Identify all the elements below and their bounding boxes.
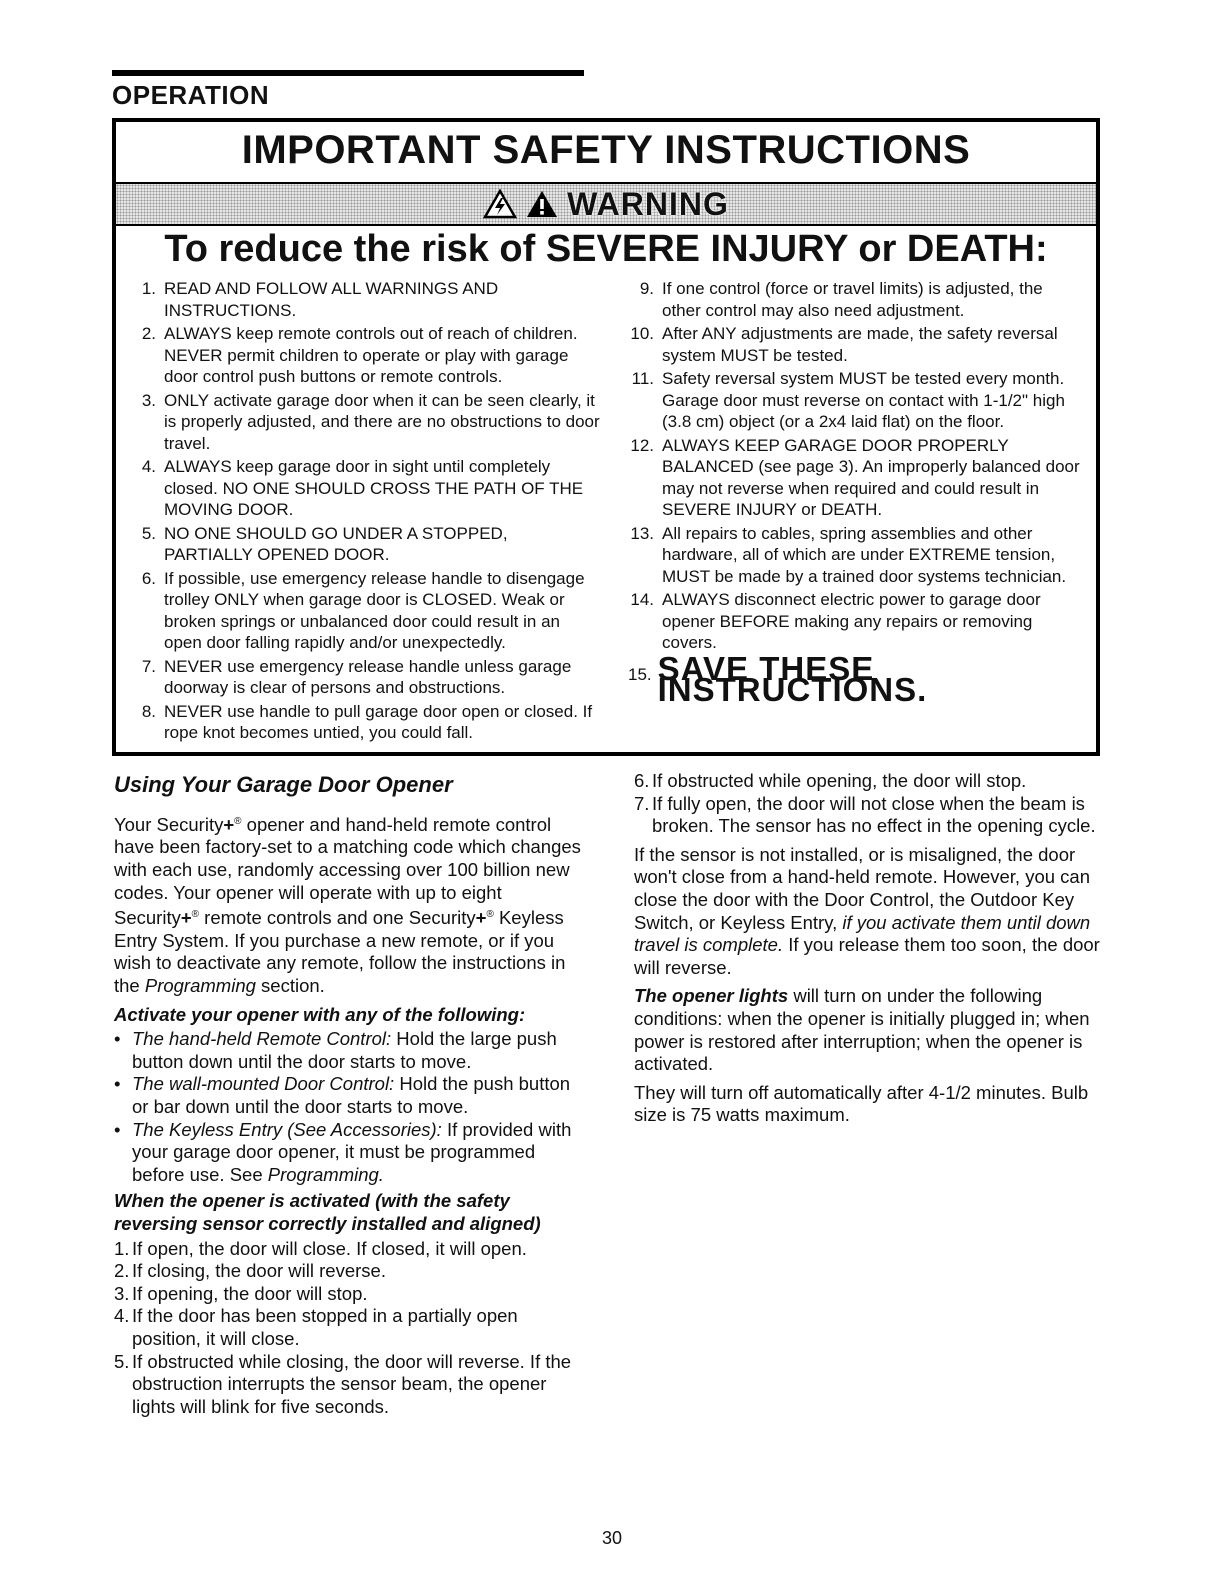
warning-item	[628, 368, 1086, 433]
warning-item-number: 1.	[141, 279, 156, 298]
using-opener-heading: Using Your Garage Door Opener	[114, 772, 453, 797]
warning-item-text: ALWAYS disconnect electric power to garage door opener BEFORE making any repairs or removing covers.	[662, 590, 1041, 652]
warning-item-number: 13.	[630, 523, 654, 543]
warning-label: WARNING	[567, 185, 729, 222]
page-number: 30	[601, 1528, 623, 1548]
warning-item-number: 5.	[141, 523, 156, 543]
electric-hazard-icon	[483, 189, 517, 219]
when-activated-heading: When the opener is activated (with the safety reversing sensor correctly installed and aligned)	[114, 1190, 541, 1234]
save-instructions-line	[628, 649, 1086, 708]
list-item: 7. If fully open, the door will not close when the beam is broken. The sensor has no effect in the opening cycle.	[634, 792, 1096, 837]
warning-item-number: 2.	[141, 324, 156, 343]
warning-item-text: ONLY activate garage door when it can be seen clearly, it is properly adjusted, and there are no obstructions to door travel.	[164, 390, 600, 453]
using-opener-left-column	[114, 770, 584, 1424]
warning-item-text: ALWAYS KEEP GARAGE DOOR PROPERLY BALANCED (see page 3). An improperly balanced door may not reverse when required and could result in SEVERE INJURY or DEATH.	[662, 435, 1080, 519]
using-opener-right-column	[634, 770, 1104, 1133]
warning-item-number: 8.	[141, 701, 156, 721]
lights-paragraph: The opener lights will turn on under the following conditions: when the opener is initially plugged in; when power is restored after interruption; when the opener is activated.	[634, 985, 1090, 1075]
section-title: OPERATION	[112, 80, 270, 110]
security-plus-mark: +®	[223, 813, 242, 835]
save-instructions-text: SAVE THESE INSTRUCTIONS.	[657, 649, 928, 708]
activation-method-list	[114, 1028, 584, 1186]
warning-item-number: 3.	[141, 390, 156, 410]
list-item: 4. If the door has been stopped in a partially open position, it will close.	[114, 1305, 518, 1349]
warning-icon	[525, 189, 559, 219]
warning-item-text: If one control (force or travel limits) is adjusted, the other control may also need adjustment.	[662, 279, 1043, 320]
warning-item-number: 14.	[630, 590, 654, 609]
risk-headline: To reduce the risk of SEVERE INJURY or DEATH:	[164, 228, 1048, 270]
warning-item-text: After ANY adjustments are made, the safety reversal system MUST be tested.	[662, 324, 1058, 365]
warning-item-text: NEVER use handle to pull garage door open or closed. If rope knot becomes untied, you could fall.	[164, 701, 593, 742]
warning-item-number: 7.	[141, 656, 156, 676]
warning-band	[116, 182, 1096, 226]
lights-off-paragraph: They will turn off automatically after 4-1/2 minutes. Bulb size is 75 watts maximum.	[634, 1081, 1089, 1126]
section-rule	[112, 70, 584, 76]
activation-behavior-list	[114, 1238, 584, 1419]
list-item: 1. If open, the door will close. If closed, it will open.	[114, 1237, 527, 1259]
warning-item-text: NO ONE SHOULD GO UNDER A STOPPED, PARTIALLY OPENED DOOR.	[164, 523, 508, 564]
warning-item	[130, 656, 600, 699]
warning-item	[130, 323, 600, 388]
list-item: • The Keyless Entry (See Accessories): If provided with your garage door opener, it must be programmed before use. See Programming.	[114, 1118, 572, 1185]
warning-item-number: 9.	[639, 279, 654, 298]
warning-item	[130, 701, 600, 744]
list-item: 3. If opening, the door will stop.	[114, 1282, 368, 1304]
warning-item-text: If possible, use emergency release handle to disengage trolley ONLY when garage door is CLOSED. Weak or broken springs or unbalanced door could result in an open door falling rapidly and/or unexpectedly.	[164, 568, 585, 652]
sensor-paragraph: If the sensor is not installed, or is misaligned, the door won't close from a hand-held remote. However, you can close the door with the Door Control, the Outdoor Key Switch, or Keyless Entry, if you activate them until down travel is complete. If you release them too soon, the door will reverse.	[634, 843, 1100, 978]
warning-item-number: 10.	[630, 324, 654, 343]
warning-item-text: All repairs to cables, spring assemblies and other hardware, all of which are under EXTREME tension, MUST be made by a trained door systems technician.	[662, 523, 1067, 586]
list-item: 5. If obstructed while closing, the door will reverse. If the obstruction interrupts the sensor beam, the opener lights will blink for five seconds.	[114, 1350, 572, 1417]
list-item: 2. If closing, the door will reverse.	[114, 1260, 386, 1282]
warning-item	[130, 523, 600, 566]
warning-item	[130, 390, 600, 455]
safety-box-title: IMPORTANT SAFETY INSTRUCTIONS	[241, 128, 971, 172]
intro-paragraph: Your Security+® opener and hand-held remote control have been factory-set to a matching code which changes with each use, randomly accessing over 100 billion new codes. Your opener will operate with up to eight Security+® remote controls and one Security+® Keyless Entry System. If you purchase a new remote, or if you wish to deactivate any remote, follow the instructions in the Programming section.	[114, 813, 581, 997]
warning-item-text: ALWAYS keep garage door in sight until completely closed. NO ONE SHOULD CROSS THE PATH OF THE MOVING DOOR.	[164, 457, 584, 519]
save-item-number: 15.	[628, 664, 652, 684]
list-item: • The hand-held Remote Control: Hold the large push button down until the door starts to move.	[114, 1028, 557, 1072]
activate-heading: Activate your opener with any of the following:	[114, 1003, 526, 1025]
list-item: 6. If obstructed while opening, the door will stop.	[634, 770, 1027, 791]
warning-item-text: ALWAYS keep remote controls out of reach of children. NEVER permit children to operate or play with garage door control push buttons or remote controls.	[164, 324, 578, 386]
warning-item-text: Safety reversal system MUST be tested every month. Garage door must reverse on contact with 1-1/2" high (3.8 cm) object (or a 2x4 laid flat) on the floor.	[662, 369, 1065, 431]
activation-behavior-list-continued	[634, 770, 1104, 838]
warning-item	[628, 523, 1086, 588]
warning-item-number: 6.	[141, 568, 156, 588]
warning-item-text: NEVER use emergency release handle unless garage doorway is clear of persons and obstructions.	[164, 656, 572, 697]
warning-item-number: 12.	[630, 435, 654, 455]
warning-item	[628, 278, 1086, 321]
warning-list-right	[628, 278, 1086, 708]
list-item: • The wall-mounted Door Control: Hold the push button or bar down until the door starts to move.	[114, 1073, 571, 1118]
warning-item	[130, 278, 600, 321]
warning-item	[628, 323, 1086, 366]
warning-item	[130, 568, 600, 654]
warning-item-number: 4.	[141, 457, 156, 476]
warning-item	[628, 589, 1086, 654]
warning-item	[628, 435, 1086, 521]
warning-item-text: READ AND FOLLOW ALL WARNINGS AND INSTRUCTIONS.	[164, 279, 499, 320]
warning-item-number: 11.	[631, 369, 654, 388]
safety-instructions-box	[112, 118, 1100, 756]
security-plus-mark: +®	[475, 907, 494, 929]
security-plus-mark: +®	[180, 907, 200, 929]
warning-item	[130, 456, 600, 521]
warning-list-left	[130, 278, 600, 746]
